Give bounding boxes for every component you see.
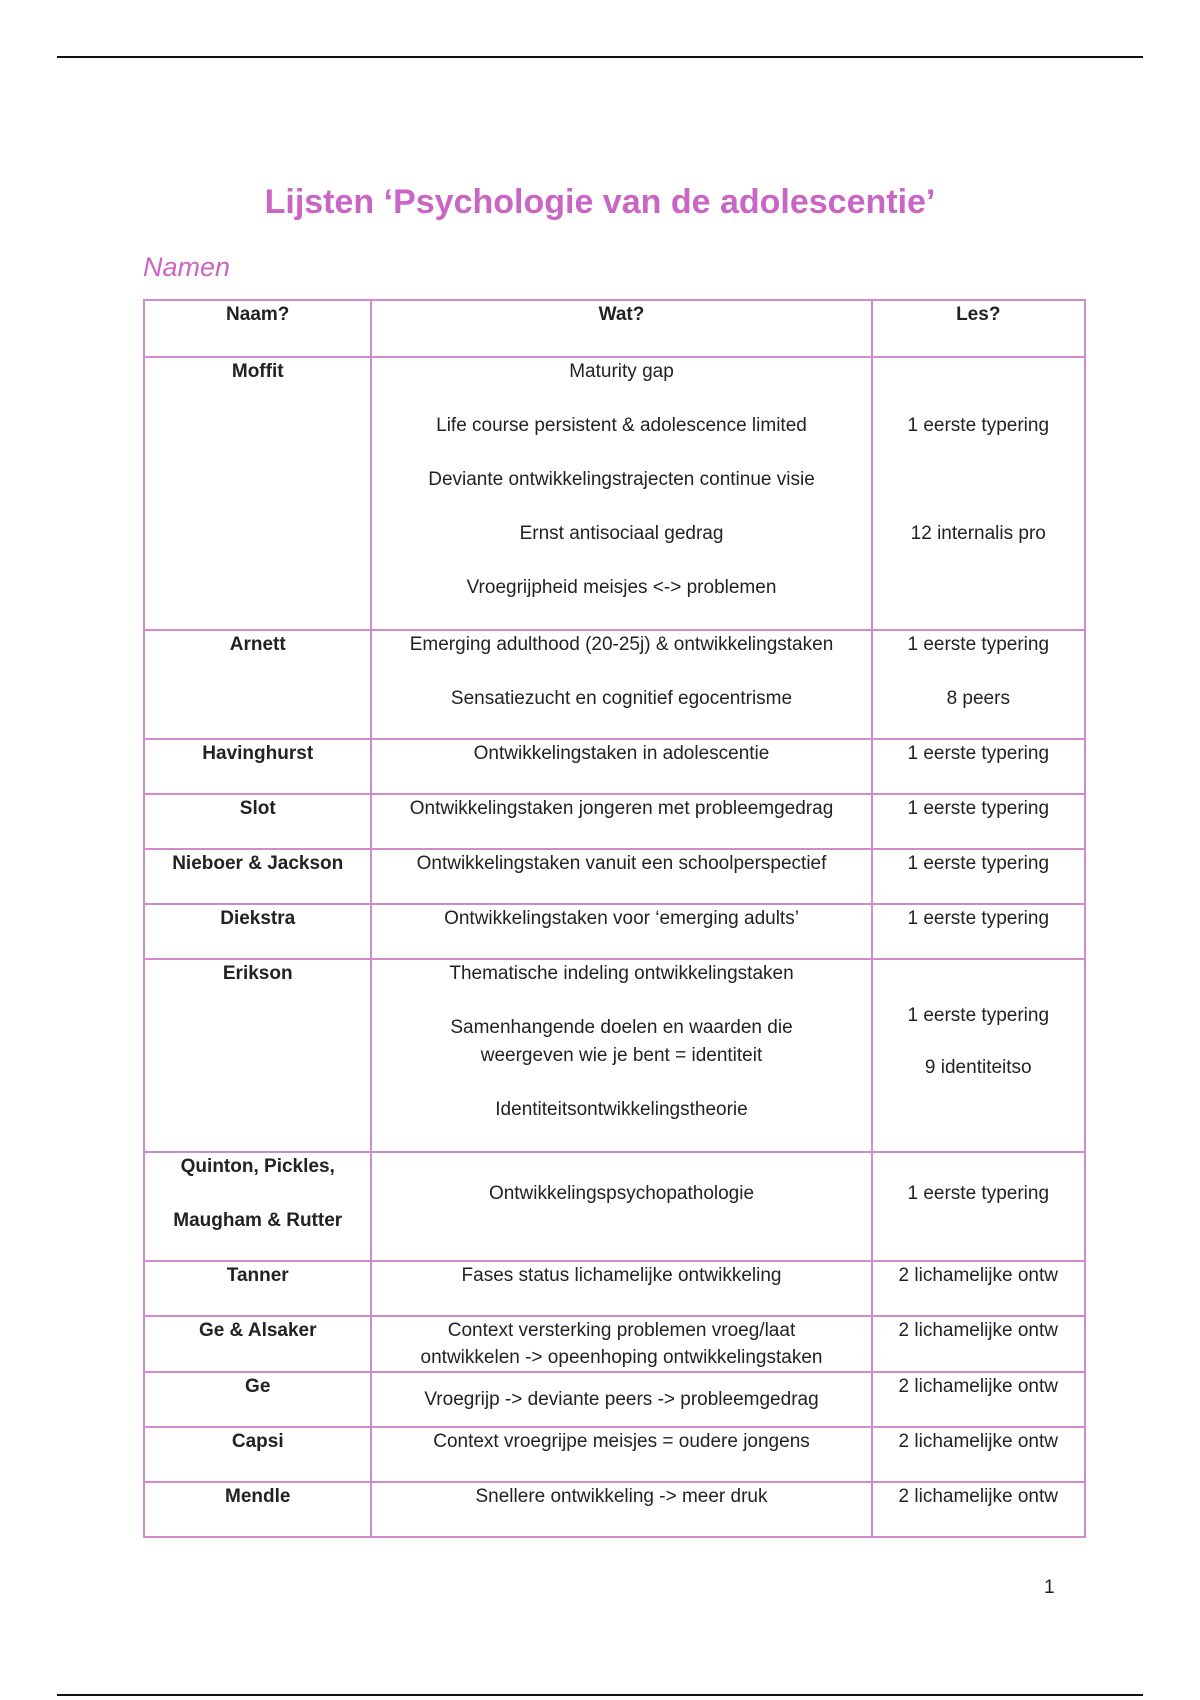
wat-text: Life course persistent & adolescence limited (436, 415, 807, 436)
wat-text: Snellere ontwikkeling -> meer druk (475, 1486, 768, 1507)
name-text: Mendle (225, 1486, 291, 1507)
table-row (144, 1316, 1085, 1372)
row-les (872, 1482, 1085, 1537)
row-wat (371, 1482, 871, 1537)
name-text: Havinghurst (202, 743, 314, 764)
row-wat (371, 1427, 871, 1482)
header-wat: Wat? (371, 300, 871, 357)
row-name (144, 1372, 371, 1427)
les-text: 1 eerste typering (907, 908, 1050, 929)
name-text: Ge & Alsaker (198, 1320, 317, 1341)
wat-text: Ontwikkelingstaken jongeren met probleemgedrag (409, 798, 834, 819)
name-text: Ge (245, 1376, 271, 1397)
les-text: 12 internalis pro (910, 523, 1046, 544)
les-text: 1 eerste typering (907, 415, 1050, 436)
wat-text: Emerging adulthood (20-25j) & ontwikkelingstaken (409, 634, 834, 655)
row-name (144, 739, 371, 794)
row-wat (371, 1261, 871, 1316)
row-name (144, 630, 371, 739)
row-les (872, 357, 1085, 630)
row-les (872, 1372, 1085, 1427)
row-name (144, 1316, 371, 1372)
row-wat (371, 357, 871, 630)
bottom-rule (57, 1694, 1143, 1696)
row-les (872, 630, 1085, 739)
row-name (144, 904, 371, 959)
les-text: 1 eerste typering (907, 743, 1050, 764)
wat-text: Samenhangende doelen en waarden die (450, 1017, 793, 1038)
row-wat (371, 1152, 871, 1261)
les-text: 1 eerste typering (907, 634, 1050, 655)
les-text: 1 eerste typering (907, 853, 1050, 874)
les-text: 1 eerste typering (907, 798, 1050, 819)
les-text: 2 lichamelijke ontw (898, 1431, 1058, 1452)
table-row (144, 959, 1085, 1152)
section-heading: Namen (143, 252, 231, 282)
header-naam: Naam? (144, 300, 371, 357)
header-les: Les? (872, 300, 1085, 357)
row-wat (371, 630, 871, 739)
les-text: 2 lichamelijke ontw (898, 1320, 1058, 1341)
row-les (872, 904, 1085, 959)
row-wat (371, 1316, 871, 1372)
table-row (144, 1372, 1085, 1427)
name-text: Tanner (226, 1265, 289, 1286)
row-name (144, 1482, 371, 1537)
table-row (144, 1261, 1085, 1316)
wat-text: Deviante ontwikkelingstrajecten continue visie (428, 469, 815, 490)
row-les (872, 959, 1085, 1152)
wat-text: Thematische indeling ontwikkelingstaken (449, 963, 794, 984)
wat-text: Context vroegrijpe meisjes = oudere jongens (433, 1431, 810, 1452)
wat-text: Sensatiezucht en cognitief egocentrisme (450, 688, 793, 709)
table-row (144, 904, 1085, 959)
row-wat (371, 1372, 871, 1427)
row-les (872, 739, 1085, 794)
les-text: 1 eerste typering (907, 1183, 1050, 1204)
wat-text: Maturity gap (569, 361, 674, 382)
les-text: 8 peers (946, 688, 1010, 709)
wat-text: Ontwikkelingstaken vanuit een schoolperspectief (416, 853, 827, 874)
name-text: Maugham & Rutter (173, 1210, 343, 1231)
row-wat (371, 904, 871, 959)
name-text: Nieboer & Jackson (172, 853, 344, 874)
table-row (144, 1482, 1085, 1537)
wat-text: Vroegrijp -> deviante peers -> probleemgedrag (424, 1389, 819, 1410)
name-text: Slot (239, 798, 276, 819)
wat-text: ontwikkelen -> opeenhoping ontwikkelingstaken (420, 1347, 823, 1368)
wat-text: weergeven wie je bent = identiteit (480, 1045, 763, 1066)
table-row (144, 739, 1085, 794)
name-text: Diekstra (220, 908, 296, 929)
wat-text: Ernst antisociaal gedrag (519, 523, 724, 544)
row-wat (371, 739, 871, 794)
row-les (872, 849, 1085, 904)
les-text: 2 lichamelijke ontw (898, 1376, 1058, 1397)
row-wat (371, 959, 871, 1152)
row-wat (371, 849, 871, 904)
row-les (872, 794, 1085, 849)
wat-text: Context versterking problemen vroeg/laat (447, 1320, 796, 1341)
row-name (144, 1427, 371, 1482)
name-text: Arnett (229, 634, 286, 655)
name-text: Quinton, Pickles, (180, 1156, 335, 1177)
row-les (872, 1316, 1085, 1372)
les-text: 1 eerste typering (907, 1005, 1050, 1026)
name-text: Erikson (222, 963, 293, 984)
row-les (872, 1261, 1085, 1316)
row-name (144, 1261, 371, 1316)
wat-text: Identiteitsontwikkelingstheorie (495, 1099, 748, 1120)
les-text: 2 lichamelijke ontw (898, 1486, 1058, 1507)
table-row (144, 630, 1085, 739)
row-name (144, 794, 371, 849)
table-row (144, 849, 1085, 904)
table-row (144, 357, 1085, 630)
table-header-row (144, 300, 1085, 357)
row-name (144, 849, 371, 904)
name-text: Moffit (231, 361, 284, 382)
les-text: 9 identiteitso (924, 1057, 1032, 1078)
row-name (144, 959, 371, 1152)
page-number: 1 (1044, 1577, 1055, 1598)
page-title: Lijsten ‘Psychologie van de adolescentie’ (264, 183, 936, 221)
row-name (144, 1152, 371, 1261)
table-row (144, 1427, 1085, 1482)
les-text: 2 lichamelijke ontw (898, 1265, 1058, 1286)
names-table (143, 299, 1086, 1538)
row-les (872, 1152, 1085, 1261)
row-wat (371, 794, 871, 849)
wat-text: Fases status lichamelijke ontwikkeling (461, 1265, 782, 1286)
row-name (144, 357, 371, 630)
wat-text: Ontwikkelingstaken voor ‘emerging adults’ (444, 908, 799, 929)
table-row (144, 1152, 1085, 1261)
table-row (144, 794, 1085, 849)
wat-text: Vroegrijpheid meisjes <-> problemen (466, 577, 777, 598)
wat-text: Ontwikkelingspsychopathologie (488, 1183, 755, 1204)
top-rule (57, 56, 1143, 58)
wat-text: Ontwikkelingstaken in adolescentie (473, 743, 770, 764)
name-text: Capsi (231, 1431, 284, 1452)
row-les (872, 1427, 1085, 1482)
